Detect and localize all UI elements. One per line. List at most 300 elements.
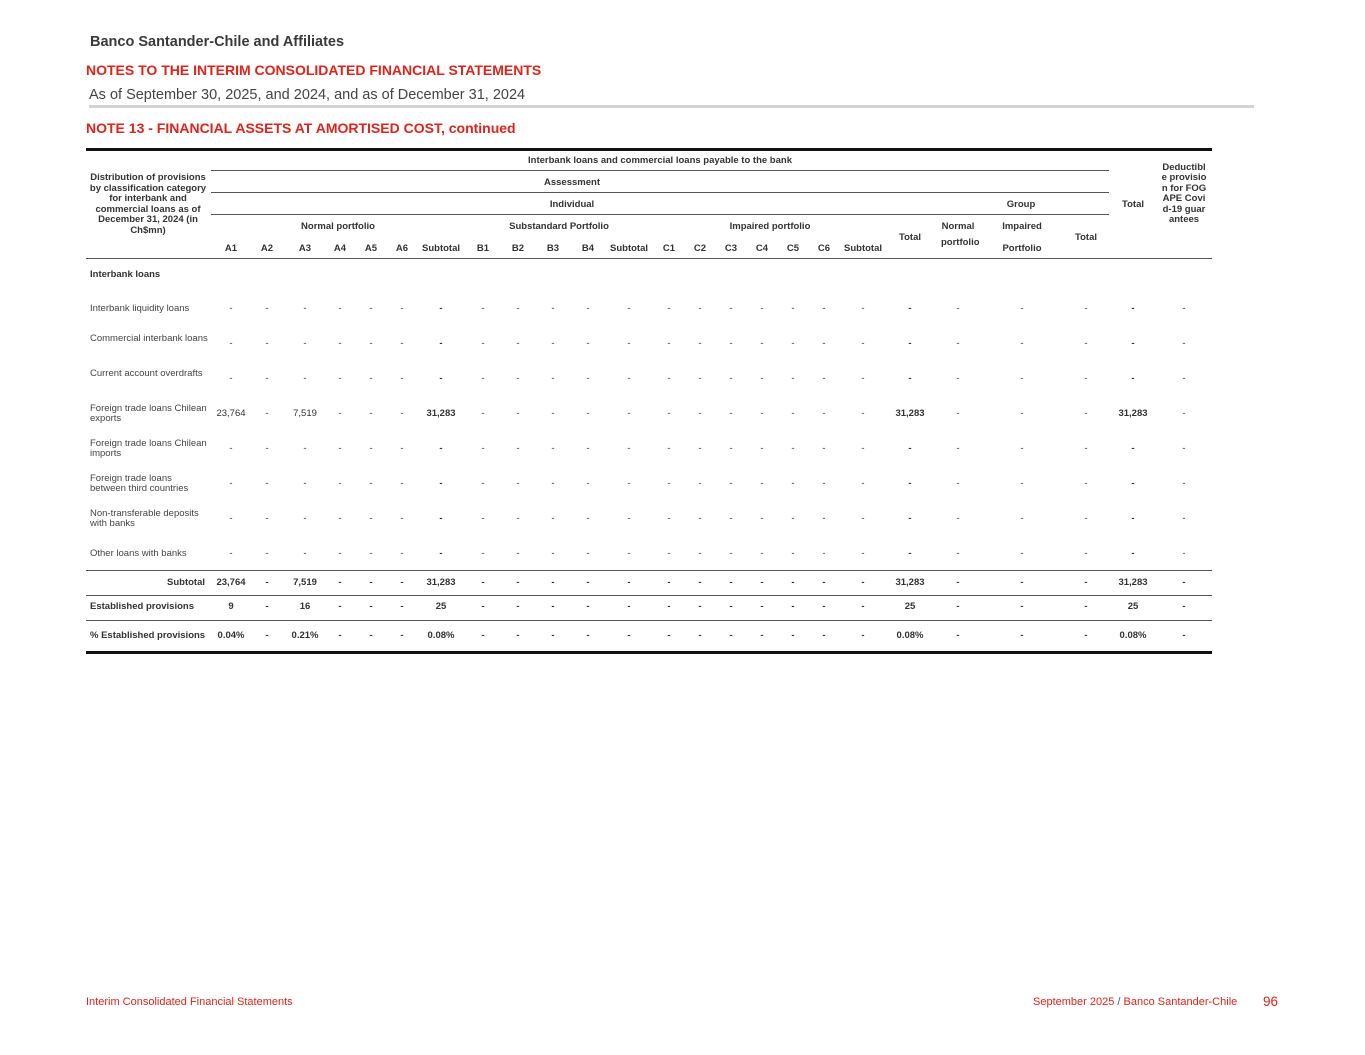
- table-cell: -: [956, 408, 960, 419]
- summary-cell: -: [369, 577, 373, 588]
- group-impaired-header-top: Impaired: [1002, 221, 1042, 232]
- table-cell: -: [400, 338, 404, 349]
- table-cell: -: [1182, 373, 1186, 384]
- table-cell: -: [265, 478, 269, 489]
- table-cell: -: [551, 548, 555, 559]
- table-cell: -: [551, 303, 555, 314]
- column-header: Subtotal: [610, 243, 648, 254]
- row-label: Non-transferable deposits with banks: [90, 508, 199, 529]
- impaired-portfolio-header: Impaired portfolio: [729, 221, 811, 232]
- summary-cell: -: [822, 577, 826, 588]
- table-cell: 31,283: [1118, 408, 1148, 419]
- table-cell: -: [1020, 408, 1024, 419]
- summary-cell: -: [1020, 577, 1024, 588]
- table-cell: -: [303, 443, 307, 454]
- table-cell: -: [551, 443, 555, 454]
- summary-cell: -: [956, 630, 960, 641]
- summary-cell: -: [627, 601, 631, 612]
- table-cell: -: [861, 443, 865, 454]
- summary-cell: -: [1084, 577, 1088, 588]
- table-cell: -: [1182, 408, 1186, 419]
- subtotal-top-rule: [86, 570, 1212, 571]
- column-header: A5: [364, 243, 378, 254]
- table-cell: -: [439, 548, 443, 559]
- summary-cell: 25: [435, 601, 447, 612]
- table-cell: -: [516, 303, 520, 314]
- table-cell: -: [861, 513, 865, 524]
- table-cell: -: [861, 373, 865, 384]
- table-cell: -: [369, 548, 373, 559]
- table-cell: -: [667, 338, 671, 349]
- table-cell: -: [1131, 443, 1135, 454]
- table-cell: -: [667, 373, 671, 384]
- table-cell: -: [822, 303, 826, 314]
- notes-title: NOTES TO THE INTERIM CONSOLIDATED FINANCIAL STATEMENTS: [86, 62, 542, 78]
- table-cell: -: [481, 548, 485, 559]
- summary-cell: -: [667, 630, 671, 641]
- row-label: Commercial interbank loans: [90, 333, 208, 344]
- summary-cell: 0.08%: [427, 630, 455, 641]
- table-cell: -: [729, 303, 733, 314]
- deductible-header: Deductible provision for FOGAPE Covid-19 guarantees: [1161, 162, 1207, 226]
- table-cell: -: [400, 513, 404, 524]
- table-cell: -: [627, 338, 631, 349]
- summary-cell: -: [760, 601, 764, 612]
- table-cell: -: [1182, 478, 1186, 489]
- total-header: Total: [899, 232, 921, 243]
- column-header: C3: [724, 243, 738, 254]
- table-cell: -: [908, 478, 912, 489]
- summary-cell: -: [861, 630, 865, 641]
- table-cell: -: [627, 373, 631, 384]
- row-label: Interbank liquidity loans: [90, 303, 190, 314]
- page-number: 96: [1263, 994, 1279, 1009]
- group-normal-header-top: Normal: [941, 221, 975, 232]
- table-cell: -: [400, 303, 404, 314]
- table-cell: -: [439, 303, 443, 314]
- table-cell: -: [667, 408, 671, 419]
- table-cell: -: [627, 548, 631, 559]
- table-cell: -: [1020, 338, 1024, 349]
- table-cell: -: [338, 443, 342, 454]
- summary-cell: -: [586, 630, 590, 641]
- table-cell: -: [1182, 548, 1186, 559]
- row-label: Current account overdrafts: [90, 368, 203, 379]
- table-cell: -: [551, 478, 555, 489]
- table-cell: -: [586, 548, 590, 559]
- column-header: Subtotal: [422, 243, 460, 254]
- table-cell: 31,283: [426, 408, 456, 419]
- table-cell: -: [516, 443, 520, 454]
- table-cell: -: [956, 478, 960, 489]
- summary-cell: -: [698, 577, 702, 588]
- table-cell: -: [265, 373, 269, 384]
- table-cell: -: [551, 373, 555, 384]
- table-cell: -: [400, 478, 404, 489]
- table-cell: -: [908, 513, 912, 524]
- table-cell: -: [303, 303, 307, 314]
- summary-cell: -: [667, 577, 671, 588]
- normal-portfolio-header: Normal portfolio: [301, 221, 375, 232]
- table-cell: -: [1020, 548, 1024, 559]
- table-cell: -: [861, 303, 865, 314]
- column-header: B3: [546, 243, 560, 254]
- table-cell: -: [791, 513, 795, 524]
- table-cell: -: [265, 513, 269, 524]
- summary-cell: 31,283: [895, 577, 925, 588]
- subtotal-row-label: Subtotal: [167, 577, 205, 588]
- table-cell: -: [760, 443, 764, 454]
- table-cell: -: [822, 548, 826, 559]
- table-cell: -: [1131, 373, 1135, 384]
- summary-cell: -: [760, 577, 764, 588]
- table-cell: -: [303, 548, 307, 559]
- summary-cell: -: [516, 577, 520, 588]
- table-cell: -: [627, 443, 631, 454]
- table-cell: -: [908, 443, 912, 454]
- table-cell: -: [760, 373, 764, 384]
- table-cell: -: [698, 548, 702, 559]
- table-cell: -: [338, 548, 342, 559]
- table-cell: -: [338, 478, 342, 489]
- group-total-header: Total: [1075, 232, 1097, 243]
- column-header: B1: [476, 243, 490, 254]
- table-cell: -: [439, 373, 443, 384]
- summary-cell: 0.08%: [896, 630, 924, 641]
- table-cell: -: [1020, 478, 1024, 489]
- row-label: Foreign trade loans Chilean exports: [90, 403, 207, 424]
- table-cell: -: [1084, 478, 1088, 489]
- table-cell: -: [1020, 303, 1024, 314]
- table-cell: -: [265, 443, 269, 454]
- table-cell: -: [667, 478, 671, 489]
- header-bottom-rule: [86, 258, 1212, 259]
- summary-cell: 0.08%: [1119, 630, 1147, 641]
- stub-header: Distribution of provisions by classification category for interbank and commercial loans as of December 31, 2024 (in Ch$mn): [89, 172, 207, 236]
- table-cell: -: [586, 338, 590, 349]
- summary-cell: -: [481, 630, 485, 641]
- table-cell: -: [586, 443, 590, 454]
- table-cell: -: [760, 303, 764, 314]
- table-cell: -: [698, 408, 702, 419]
- summary-cell: -: [956, 601, 960, 612]
- table-cell: -: [861, 548, 865, 559]
- table-cell: -: [760, 408, 764, 419]
- table-cell: -: [586, 478, 590, 489]
- table-cell: -: [1182, 443, 1186, 454]
- column-header: C6: [817, 243, 831, 254]
- table-cell: -: [822, 373, 826, 384]
- table-cell: -: [303, 373, 307, 384]
- table-cell: -: [956, 338, 960, 349]
- table-cell: -: [760, 338, 764, 349]
- table-cell: -: [956, 443, 960, 454]
- table-cell: -: [369, 338, 373, 349]
- table-cell: -: [729, 478, 733, 489]
- table-cell: -: [861, 478, 865, 489]
- summary-cell: -: [729, 630, 733, 641]
- summary-cell: -: [667, 601, 671, 612]
- table-cell: -: [667, 443, 671, 454]
- summary-cell: -: [1182, 630, 1186, 641]
- table-cell: -: [822, 408, 826, 419]
- table-cell: -: [956, 548, 960, 559]
- table-cell: -: [586, 513, 590, 524]
- header-rule: [89, 105, 1254, 108]
- table-cell: -: [1020, 373, 1024, 384]
- column-header: A2: [260, 243, 274, 254]
- table-cell: -: [1084, 373, 1088, 384]
- table-cell: -: [1131, 303, 1135, 314]
- column-header: A6: [395, 243, 409, 254]
- table-cell: -: [1084, 303, 1088, 314]
- summary-cell: -: [481, 577, 485, 588]
- table-cell: -: [667, 513, 671, 524]
- summary-cell: -: [627, 630, 631, 641]
- table-cell: -: [627, 513, 631, 524]
- group-header: Interbank loans and commercial loans payable to the bank: [528, 155, 792, 166]
- table-cell: -: [1020, 513, 1024, 524]
- table-cell: -: [698, 478, 702, 489]
- summary-cell: 16: [299, 601, 311, 612]
- table-cell: -: [369, 443, 373, 454]
- table-cell: -: [698, 303, 702, 314]
- table-cell: -: [908, 373, 912, 384]
- summary-cell: -: [956, 577, 960, 588]
- as-of-date: As of September 30, 2025, and 2024, and as of December 31, 2024: [89, 87, 526, 103]
- table-cell: -: [338, 303, 342, 314]
- table-cell: 7,519: [293, 408, 317, 419]
- table-cell: -: [1084, 338, 1088, 349]
- table-cell: -: [1020, 443, 1024, 454]
- table-cell: -: [586, 303, 590, 314]
- summary-cell: -: [791, 577, 795, 588]
- column-header: B4: [581, 243, 595, 254]
- pct-top-rule: [86, 620, 1212, 621]
- summary-cell: -: [729, 577, 733, 588]
- summary-cell: -: [1020, 630, 1024, 641]
- table-cell: -: [265, 548, 269, 559]
- summary-cell: -: [338, 577, 342, 588]
- table-cell: -: [481, 443, 485, 454]
- column-header: A4: [333, 243, 347, 254]
- table-cell: -: [516, 478, 520, 489]
- summary-cell: -: [861, 577, 865, 588]
- table-cell: -: [760, 548, 764, 559]
- summary-cell: -: [822, 630, 826, 641]
- table-cell: -: [729, 373, 733, 384]
- summary-cell: -: [1020, 601, 1024, 612]
- table-cell: 23,764: [216, 408, 246, 419]
- table-cell: -: [1131, 548, 1135, 559]
- table-cell: -: [551, 513, 555, 524]
- column-header: C5: [786, 243, 800, 254]
- table-cell: -: [822, 513, 826, 524]
- table-cell: -: [698, 513, 702, 524]
- summary-cell: -: [627, 577, 631, 588]
- table-cell: -: [369, 373, 373, 384]
- table-cell: -: [729, 408, 733, 419]
- table-cell: -: [791, 478, 795, 489]
- summary-cell: -: [338, 601, 342, 612]
- summary-cell: -: [791, 601, 795, 612]
- footer-right: [1033, 996, 1237, 1008]
- summary-cell: -: [338, 630, 342, 641]
- table-cell: -: [338, 373, 342, 384]
- table-cell: -: [481, 373, 485, 384]
- established-top-rule: [86, 595, 1212, 596]
- group-subheader: Group: [1006, 199, 1036, 210]
- table-cell: -: [303, 513, 307, 524]
- established-row-label: Established provisions: [90, 601, 194, 612]
- table-cell: -: [1182, 303, 1186, 314]
- table-cell: -: [229, 478, 233, 489]
- table-cell: -: [822, 478, 826, 489]
- table-cell: -: [400, 443, 404, 454]
- table-top-rule: [86, 148, 1212, 151]
- footer-left: Interim Consolidated Financial Statements: [86, 996, 293, 1008]
- footer-date: September 2025: [1033, 996, 1115, 1008]
- group-impaired-header-bottom: Portfolio: [1002, 243, 1042, 254]
- summary-cell: 9: [228, 601, 234, 612]
- table-cell: -: [627, 303, 631, 314]
- summary-cell: -: [586, 601, 590, 612]
- table-cell: -: [1182, 338, 1186, 349]
- summary-cell: -: [400, 601, 404, 612]
- row-label: Foreign trade loans between third countries: [90, 473, 189, 494]
- summary-cell: -: [729, 601, 733, 612]
- table-cell: -: [229, 513, 233, 524]
- table-cell: -: [481, 303, 485, 314]
- summary-cell: -: [516, 601, 520, 612]
- summary-cell: 25: [904, 601, 916, 612]
- column-header: C1: [662, 243, 676, 254]
- table-cell: -: [760, 513, 764, 524]
- table-cell: -: [516, 408, 520, 419]
- table-cell: -: [439, 443, 443, 454]
- table-cell: -: [481, 513, 485, 524]
- table-cell: -: [698, 338, 702, 349]
- column-header: Subtotal: [844, 243, 882, 254]
- table-cell: -: [551, 338, 555, 349]
- table-cell: -: [956, 513, 960, 524]
- summary-cell: -: [551, 630, 555, 641]
- company-name: Banco Santander-Chile and Affiliates: [90, 34, 345, 50]
- table-cell: -: [698, 373, 702, 384]
- summary-cell: 0.21%: [291, 630, 319, 641]
- table-cell: -: [791, 373, 795, 384]
- summary-cell: -: [586, 577, 590, 588]
- table-cell: -: [760, 478, 764, 489]
- column-header: A3: [298, 243, 312, 254]
- summary-cell: -: [265, 577, 269, 588]
- table-cell: -: [265, 338, 269, 349]
- table-cell: -: [265, 408, 269, 419]
- header-rule-1: [211, 170, 1109, 171]
- table-cell: -: [729, 548, 733, 559]
- individual-header: Individual: [549, 199, 595, 210]
- row-label: Foreign trade loans Chilean imports: [90, 438, 207, 459]
- summary-cell: -: [760, 630, 764, 641]
- footer-bank: Banco Santander-Chile: [1123, 996, 1238, 1008]
- column-header: C4: [755, 243, 769, 254]
- table-cell: -: [908, 338, 912, 349]
- summary-cell: -: [265, 630, 269, 641]
- table-cell: -: [1084, 443, 1088, 454]
- table-bottom-rule: [86, 651, 1212, 654]
- table-cell: -: [822, 338, 826, 349]
- column-header: A1: [224, 243, 238, 254]
- table-cell: -: [229, 443, 233, 454]
- section-label: Interbank loans: [90, 269, 161, 280]
- summary-cell: 25: [1127, 601, 1139, 612]
- summary-cell: -: [551, 601, 555, 612]
- table-cell: -: [627, 478, 631, 489]
- summary-cell: -: [516, 630, 520, 641]
- table-cell: -: [956, 373, 960, 384]
- table-cell: -: [1084, 548, 1088, 559]
- substandard-portfolio-header: Substandard Portfolio: [509, 221, 609, 232]
- summary-cell: 0.04%: [217, 630, 245, 641]
- table-cell: -: [400, 548, 404, 559]
- summary-cell: -: [400, 630, 404, 641]
- pct-row-label: % Established provisions: [90, 630, 206, 641]
- table-cell: -: [481, 338, 485, 349]
- table-cell: -: [956, 303, 960, 314]
- table-cell: -: [481, 478, 485, 489]
- table-cell: -: [229, 338, 233, 349]
- grand-total-header: Total: [1122, 199, 1144, 210]
- table-cell: -: [303, 338, 307, 349]
- table-cell: -: [303, 478, 307, 489]
- summary-cell: -: [265, 601, 269, 612]
- table-cell: -: [369, 408, 373, 419]
- table-cell: -: [667, 548, 671, 559]
- summary-cell: -: [1182, 601, 1186, 612]
- table-cell: -: [1131, 338, 1135, 349]
- summary-cell: -: [481, 601, 485, 612]
- summary-cell: -: [861, 601, 865, 612]
- table-cell: -: [908, 548, 912, 559]
- assessment-header: Assessment: [544, 177, 600, 188]
- table-cell: -: [1131, 513, 1135, 524]
- table-cell: -: [698, 443, 702, 454]
- table-cell: -: [586, 408, 590, 419]
- table-cell: -: [229, 373, 233, 384]
- summary-cell: -: [822, 601, 826, 612]
- table-cell: -: [400, 408, 404, 419]
- summary-cell: -: [551, 577, 555, 588]
- table-cell: -: [586, 373, 590, 384]
- table-cell: -: [1182, 513, 1186, 524]
- table-cell: -: [229, 548, 233, 559]
- table-cell: -: [908, 303, 912, 314]
- table-cell: -: [516, 338, 520, 349]
- table-cell: -: [791, 338, 795, 349]
- table-cell: -: [439, 513, 443, 524]
- summary-cell: 23,764: [216, 577, 246, 588]
- header-rule-2: [211, 192, 1109, 193]
- table-cell: -: [265, 303, 269, 314]
- summary-cell: -: [369, 630, 373, 641]
- table-cell: -: [791, 443, 795, 454]
- summary-cell: 31,283: [1118, 577, 1148, 588]
- row-label: Other loans with banks: [90, 548, 187, 559]
- table-cell: -: [338, 408, 342, 419]
- table-cell: -: [822, 443, 826, 454]
- table-cell: -: [1084, 408, 1088, 419]
- summary-cell: 7,519: [293, 577, 317, 588]
